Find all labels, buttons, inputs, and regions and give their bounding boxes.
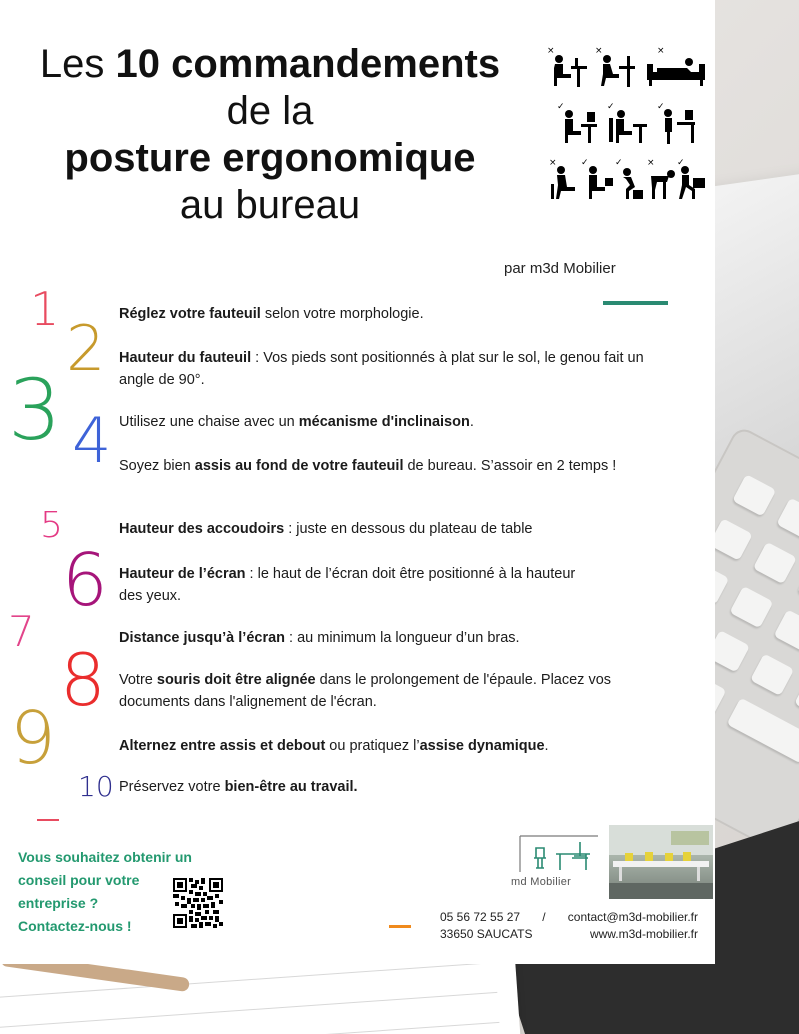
crouching-icon: ✓	[613, 162, 647, 202]
rule-7: Distance jusqu’à l’écran : au minimum la longueur d’un bras.	[119, 630, 520, 646]
sitting-desk-icon: ×	[593, 50, 637, 90]
city: 33650 SAUCATS	[440, 927, 533, 941]
contact-separator: /	[542, 910, 546, 924]
sitting-icon: ×	[547, 162, 583, 202]
rule-2: Hauteur du fauteuil : Vos pieds sont positionnés à plat sur le sol, le genou fait un angle de 90°.	[119, 350, 644, 388]
rule-5: Hauteur des accoudoirs : juste en dessous du plateau de table	[119, 521, 533, 537]
sitting-icon: ✓	[579, 162, 615, 202]
rule-3: Utilisez une chaise avec un mécanisme d'inclinaison.	[119, 414, 474, 430]
title-bold: 10 commandements	[115, 42, 501, 86]
lifting-icon: ✓	[675, 162, 709, 202]
qr-code-icon[interactable]	[173, 878, 223, 928]
bending-icon: ×	[645, 162, 679, 202]
email-link[interactable]: contact@m3d-mobilier.fr	[567, 910, 698, 924]
phone-number[interactable]: 05 56 72 55 27	[440, 910, 521, 924]
lying-couch-icon: ×	[643, 50, 709, 90]
rule-number-7: 7	[8, 607, 35, 656]
rule-number-4: 4	[72, 404, 112, 477]
sitting-desk-icon: ✓	[605, 106, 649, 146]
rule-number-6: 6	[62, 538, 108, 622]
rule-number-10: 10	[78, 770, 114, 803]
sitting-desk-icon: ×	[545, 50, 589, 90]
rule-number-8: 8	[60, 638, 106, 722]
red-dash	[37, 819, 59, 821]
rule-8: Votre souris doit être alignée dans le prolongement de l'épaule. Placez vos documents dans l'alignement de l'écran.	[119, 672, 612, 710]
title-line-2: de la	[226, 89, 314, 133]
rule-number-2: 2	[66, 312, 106, 385]
rule-1: Réglez votre fauteuil selon votre morphologie.	[119, 306, 424, 322]
standing-desk-icon: ✓	[655, 106, 699, 146]
logo-text: md Mobilier	[511, 876, 572, 888]
orange-dash	[389, 925, 411, 928]
rule-6: Hauteur de l’écran : le haut de l’écran doit être positionné à la hauteur des yeux.	[119, 566, 576, 604]
sitting-desk-icon: ✓	[555, 106, 599, 146]
title-prefix: Les	[39, 42, 105, 86]
rule-number-1: 1	[30, 282, 60, 336]
contact-call-to-action: Vous souhaitez obtenir un conseil pour votre entreprise ? Contactez-nous !	[18, 849, 192, 934]
posture-pictograms	[545, 46, 710, 210]
rule-9: Alternez entre assis et debout ou pratiquez l’assise dynamique.	[119, 738, 549, 754]
rule-number-5: 5	[40, 505, 63, 546]
rule-4: Soyez bien assis au fond de votre fauteuil de bureau. S’assoir en 2 temps !	[119, 458, 617, 474]
title-line-3: posture ergonomique	[64, 136, 476, 180]
title-line-4: au bureau	[179, 183, 361, 227]
poster-title	[0, 44, 540, 232]
rule-number-3: 3	[8, 361, 62, 459]
rule-number-9: 9	[10, 696, 56, 780]
byline: par m3d Mobilier	[504, 260, 616, 277]
office-photo	[609, 825, 713, 899]
rule-10: Préservez votre bien-être au travail.	[119, 779, 358, 795]
contact-block	[440, 909, 698, 943]
website-link[interactable]: www.m3d-mobilier.fr	[589, 927, 698, 941]
